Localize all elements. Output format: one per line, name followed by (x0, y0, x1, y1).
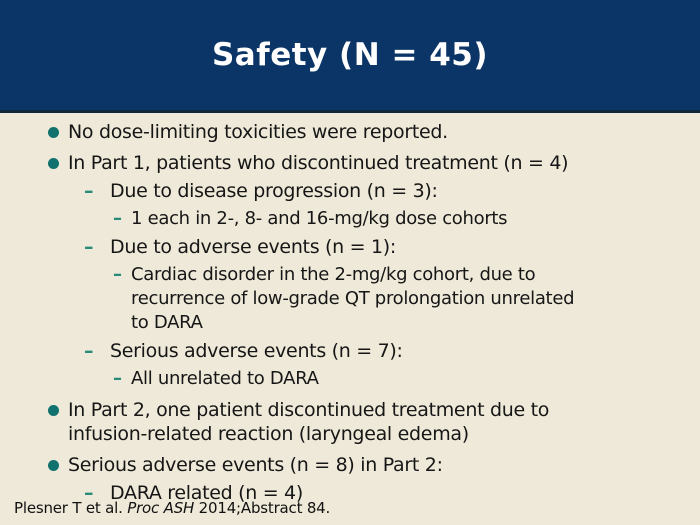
text-line: 1 each in 2-, 8- and 16-mg/kg dose cohorts (131, 208, 508, 229)
text-line: to DARA (131, 312, 203, 333)
bullet-text (110, 339, 403, 363)
text-line: Due to adverse events (n = 1): (110, 236, 397, 258)
text-line: In Part 1, patients who discontinued treatment (n = 4) (68, 152, 569, 174)
text-line: All unrelated to DARA (131, 368, 319, 389)
bullet-text (131, 263, 574, 335)
dash-icon: – (84, 482, 94, 504)
bullet-text (68, 151, 568, 175)
dash-icon: – (84, 180, 94, 202)
bullet-icon (48, 453, 68, 477)
bullet-text (110, 179, 438, 203)
bullet-text (131, 367, 319, 391)
slide-body (0, 113, 700, 505)
bullet-item-level-2 (84, 179, 680, 203)
citation-suffix: 2014;Abstract 84. (194, 499, 331, 517)
dash-icon: – (84, 340, 94, 362)
slide-title: Safety (N = 45) (211, 37, 489, 73)
bullet-text (131, 207, 507, 231)
dash-icon: – (113, 264, 122, 285)
bullet-text (68, 453, 443, 477)
citation-prefix: Plesner T et al. (14, 499, 128, 517)
text-line: infusion-related reaction (laryngeal edema) (68, 423, 469, 445)
bullet-item-level-3 (113, 367, 680, 391)
text-line: Due to disease progression (n = 3): (110, 180, 438, 202)
dash-icon: – (113, 368, 122, 389)
bullet-text (110, 235, 396, 259)
dash-icon: – (84, 236, 94, 258)
text-line: Serious adverse events (n = 7): (110, 340, 403, 362)
text-line: Cardiac disorder in the 2-mg/kg cohort, due to (131, 264, 536, 285)
text-line: recurrence of low-grade QT prolongation unrelated (131, 288, 575, 309)
bullet-item-level-1 (48, 151, 680, 175)
bullet-item-level-1 (48, 453, 680, 477)
bullet-icon (48, 398, 68, 446)
bullet-item-level-1 (48, 398, 680, 446)
text-line: In Part 2, one patient discontinued treatment due to (68, 399, 550, 421)
citation-journal: Proc ASH (127, 499, 195, 517)
bullet-item-level-2 (84, 235, 680, 259)
text-line: No dose-limiting toxicities were reported. (68, 121, 448, 143)
slide-header (0, 0, 700, 113)
bullet-icon (48, 151, 68, 175)
bullet-text (68, 398, 549, 446)
bullet-item-level-1 (48, 120, 680, 144)
bullet-item-level-3 (113, 263, 680, 335)
bullet-icon (48, 120, 68, 144)
dash-icon: – (113, 208, 122, 229)
bullet-item-level-2 (84, 339, 680, 363)
text-line: DARA related (n = 4) (110, 482, 303, 504)
bullet-text (68, 120, 448, 144)
bullet-list (48, 120, 680, 505)
text-line: Serious adverse events (n = 8) in Part 2: (68, 454, 443, 476)
bullet-item-level-3 (113, 207, 680, 231)
citation (14, 499, 330, 517)
